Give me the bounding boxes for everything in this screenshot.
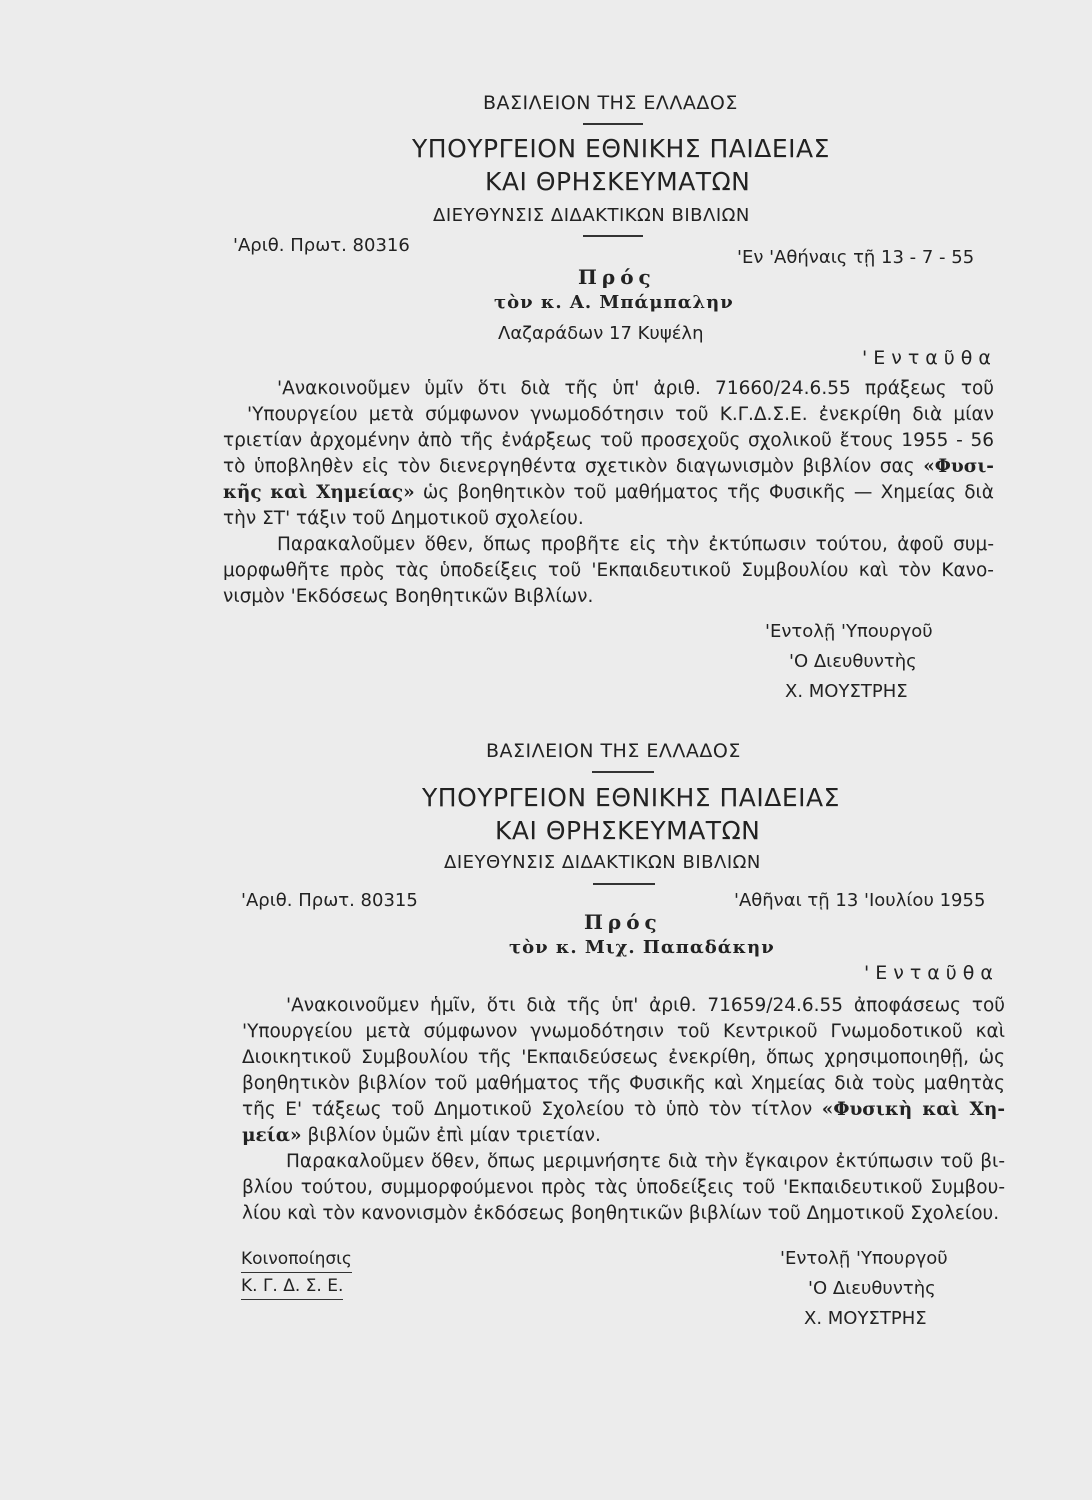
letter1-divider-2 <box>583 235 643 237</box>
letter1-body-line-with-title <box>223 480 994 506</box>
letter1-body <box>223 376 995 610</box>
letter2-notification-to: Κ. Γ. Δ. Σ. Ε. <box>241 1273 343 1300</box>
letter2-signature-name: Χ. ΜΟΥΣΤΡΗΣ <box>804 1308 927 1329</box>
letter2-addressee: τὸν κ. Μιχ. Παπαδάκην <box>509 937 775 958</box>
letter1-book-title-part2: κῆς καὶ Χημείας» <box>223 482 415 503</box>
letter2-body <box>242 993 1005 1227</box>
letter1-divider-1 <box>583 123 643 125</box>
letter1-body-line: Παρακαλοῦμεν ὅθεν, ὅπως προβῆτε εἰς τὴν ἐκτύπωσιν τούτου, ἀφοῦ συμ- <box>277 534 994 555</box>
letter1-body-line: 'Ανακοινοῦμεν ὑμῖν ὅτι διὰ τῆς ὑπ' ἀριθ. 71660/24.6.55 πράξεως τοῦ <box>277 378 994 399</box>
letter2-signature-mandate: 'Εντολῇ 'Υπουργοῦ <box>780 1248 948 1269</box>
letter2-ministry-line2: ΚΑΙ ΘΡΗΣΚΕΥΜΑΤΩΝ <box>495 816 761 845</box>
letter1-book-title-part1: «Φυσι- <box>923 456 994 477</box>
letter1-body-line: τὴν ΣΤ' τάξιν τοῦ Δημοτικοῦ σχολείου. <box>223 508 584 529</box>
letter1-to-label: Πρός <box>578 265 656 289</box>
letter1-body-line: νισμὸν 'Εκδόσεως Βοηθητικῶν Βιβλίων. <box>223 586 594 607</box>
letter1-body-line-with-title <box>223 454 994 480</box>
letter2-notification-label: Κοινοποίησις <box>241 1246 352 1273</box>
letter2-book-title-part1: «Φυσικὴ καὶ Χη- <box>821 1099 1006 1120</box>
letter2-body-line: Παρακαλοῦμεν ὅθεν, ὅπως μεριμνήσητε διὰ τὴν ἔγκαιρον ἐκτύπωσιν τοῦ βι- <box>286 1151 1005 1172</box>
letter2-ministry-line1: ΥΠΟΥΡΓΕΙΟΝ ΕΘΝΙΚΗΣ ΠΑΙΔΕΙΑΣ <box>422 783 840 812</box>
letter1-ministry-line2: ΚΑΙ ΘΡΗΣΚΕΥΜΑΤΩΝ <box>485 167 751 196</box>
letter2-department: ΔΙΕΥΘΥΝΣΙΣ ΔΙΔΑΚΤΙΚΩΝ ΒΙΒΛΙΩΝ <box>444 852 761 873</box>
letter1-department: ΔΙΕΥΘΥΝΣΙΣ ΔΙΔΑΚΤΙΚΩΝ ΒΙΒΛΙΩΝ <box>433 205 750 226</box>
letter2-body-line: τῆς Ε' τάξεως τοῦ Δημοτικοῦ Σχολείου τὸ ὑπὸ τὸν τίτλον <box>242 1099 813 1120</box>
letter2-body-line-with-title <box>242 1123 1005 1149</box>
letter2-divider-2 <box>593 883 655 885</box>
letter1-signature-mandate: 'Εντολῇ 'Υπουργοῦ <box>765 621 933 642</box>
letter2-here: 'Ενταῦθα <box>864 962 999 984</box>
letter1-address: Λαζαράδων 17 Κυψέλη <box>498 323 704 344</box>
letter1-signature-title: 'Ο Διευθυντὴς <box>789 651 917 672</box>
letter1-body-line: μορφωθῆτε πρὸς τὰς ὑποδείξεις τοῦ 'Εκπαιδευτικοῦ Συμβουλίου καὶ τὸν Κανο- <box>223 560 994 581</box>
letter2-body-line: Διοικητικοῦ Συμβουλίου τῆς 'Εκπαιδεύσεως ἐνεκρίθη, ὅπως χρησιμοποιηθῇ, ὡς <box>242 1047 1005 1068</box>
letter2-body-line: βοηθητικὸν βιβλίον τοῦ μαθήματος τῆς Φυσικῆς καὶ Χημείας διὰ τοὺς μαθητὰς <box>242 1073 1005 1094</box>
letter2-body-line: λίου καὶ τὸν κανονισμὸν ἐκδόσεως βοηθητικῶν βιβλίων τοῦ Δημοτικοῦ Σχολείου. <box>242 1203 1000 1224</box>
letter2-book-title-part2: μεία» <box>242 1125 302 1146</box>
letter1-here: 'Ενταῦθα <box>862 347 997 369</box>
letter1-date: 'Εν 'Αθήναις τῇ 13 - 7 - 55 <box>737 247 975 268</box>
letter2-body-line: 'Ανακοινοῦμεν ἡμῖν, ὅτι διὰ τῆς ὑπ' ἀριθ. 71659/24.6.55 ἀποφάσεως τοῦ <box>286 995 1005 1016</box>
letter1-signature-block <box>765 617 933 707</box>
letter2-to-label: Πρός <box>584 910 662 934</box>
letter1-body-line: ὡς βοηθητικὸν τοῦ μαθήματος τῆς Φυσικῆς — Χημείας διὰ <box>422 482 995 503</box>
letter1-ministry-line1: ΥΠΟΥΡΓΕΙΟΝ ΕΘΝΙΚΗΣ ΠΑΙΔΕΙΑΣ <box>412 134 830 163</box>
letter1-protocol-number: 'Αριθ. Πρωτ. 80316 <box>233 235 410 256</box>
letter1-signature-name: Χ. ΜΟΥΣΤΡΗΣ <box>785 681 908 702</box>
letter1-body-line: τὸ ὑποβληθὲν εἰς τὸν διενεργηθέντα σχετικὸν διαγωνισμὸν βιβλίον σας <box>223 456 915 477</box>
letter1-body-line: τριετίαν ἀρχομένην ἀπὸ τῆς ἐνάρξεως τοῦ προσεχοῦς σχολικοῦ ἔτους 1955 - 56 <box>223 430 994 451</box>
letter2-date: 'Αθῆναι τῇ 13 'Ιουλίου 1955 <box>734 890 986 911</box>
letter2-signature-block <box>780 1244 948 1334</box>
letter1-addressee: τὸν κ. Α. Μπάμπαλην <box>494 292 734 313</box>
letter2-notification-block <box>241 1246 352 1300</box>
letter2-kingdom: ΒΑΣΙΛΕΙΟΝ ΤΗΣ ΕΛΛΑΔΟΣ <box>486 740 741 762</box>
letter2-body-line: βλίου τούτου, συμμορφούμενοι πρὸς τὰς ὑποδείξεις τοῦ 'Εκπαιδευτικοῦ Συμβου- <box>242 1177 1005 1198</box>
letter2-protocol-number: 'Αριθ. Πρωτ. 80315 <box>241 890 418 911</box>
letter2-body-line-with-title <box>242 1097 1005 1123</box>
letter2-divider-1 <box>592 771 654 773</box>
letter2-body-line: 'Υπουργείου μετὰ σύμφωνον γνωμοδότησιν τοῦ Κεντρικοῦ Γνωμοδοτικοῦ καὶ <box>242 1021 1005 1042</box>
letter1-kingdom: ΒΑΣΙΛΕΙΟΝ ΤΗΣ ΕΛΛΑΔΟΣ <box>483 92 738 114</box>
letter1-body-line: 'Υπουργείου μετὰ σύμφωνον γνωμοδότησιν τοῦ Κ.Γ.Δ.Σ.Ε. ἐνεκρίθη διὰ μίαν <box>247 404 994 425</box>
letter2-body-line: βιβλίον ὑμῶν ἐπὶ μίαν τριετίαν. <box>307 1125 601 1146</box>
letter2-signature-title: 'Ο Διευθυντὴς <box>808 1278 936 1299</box>
